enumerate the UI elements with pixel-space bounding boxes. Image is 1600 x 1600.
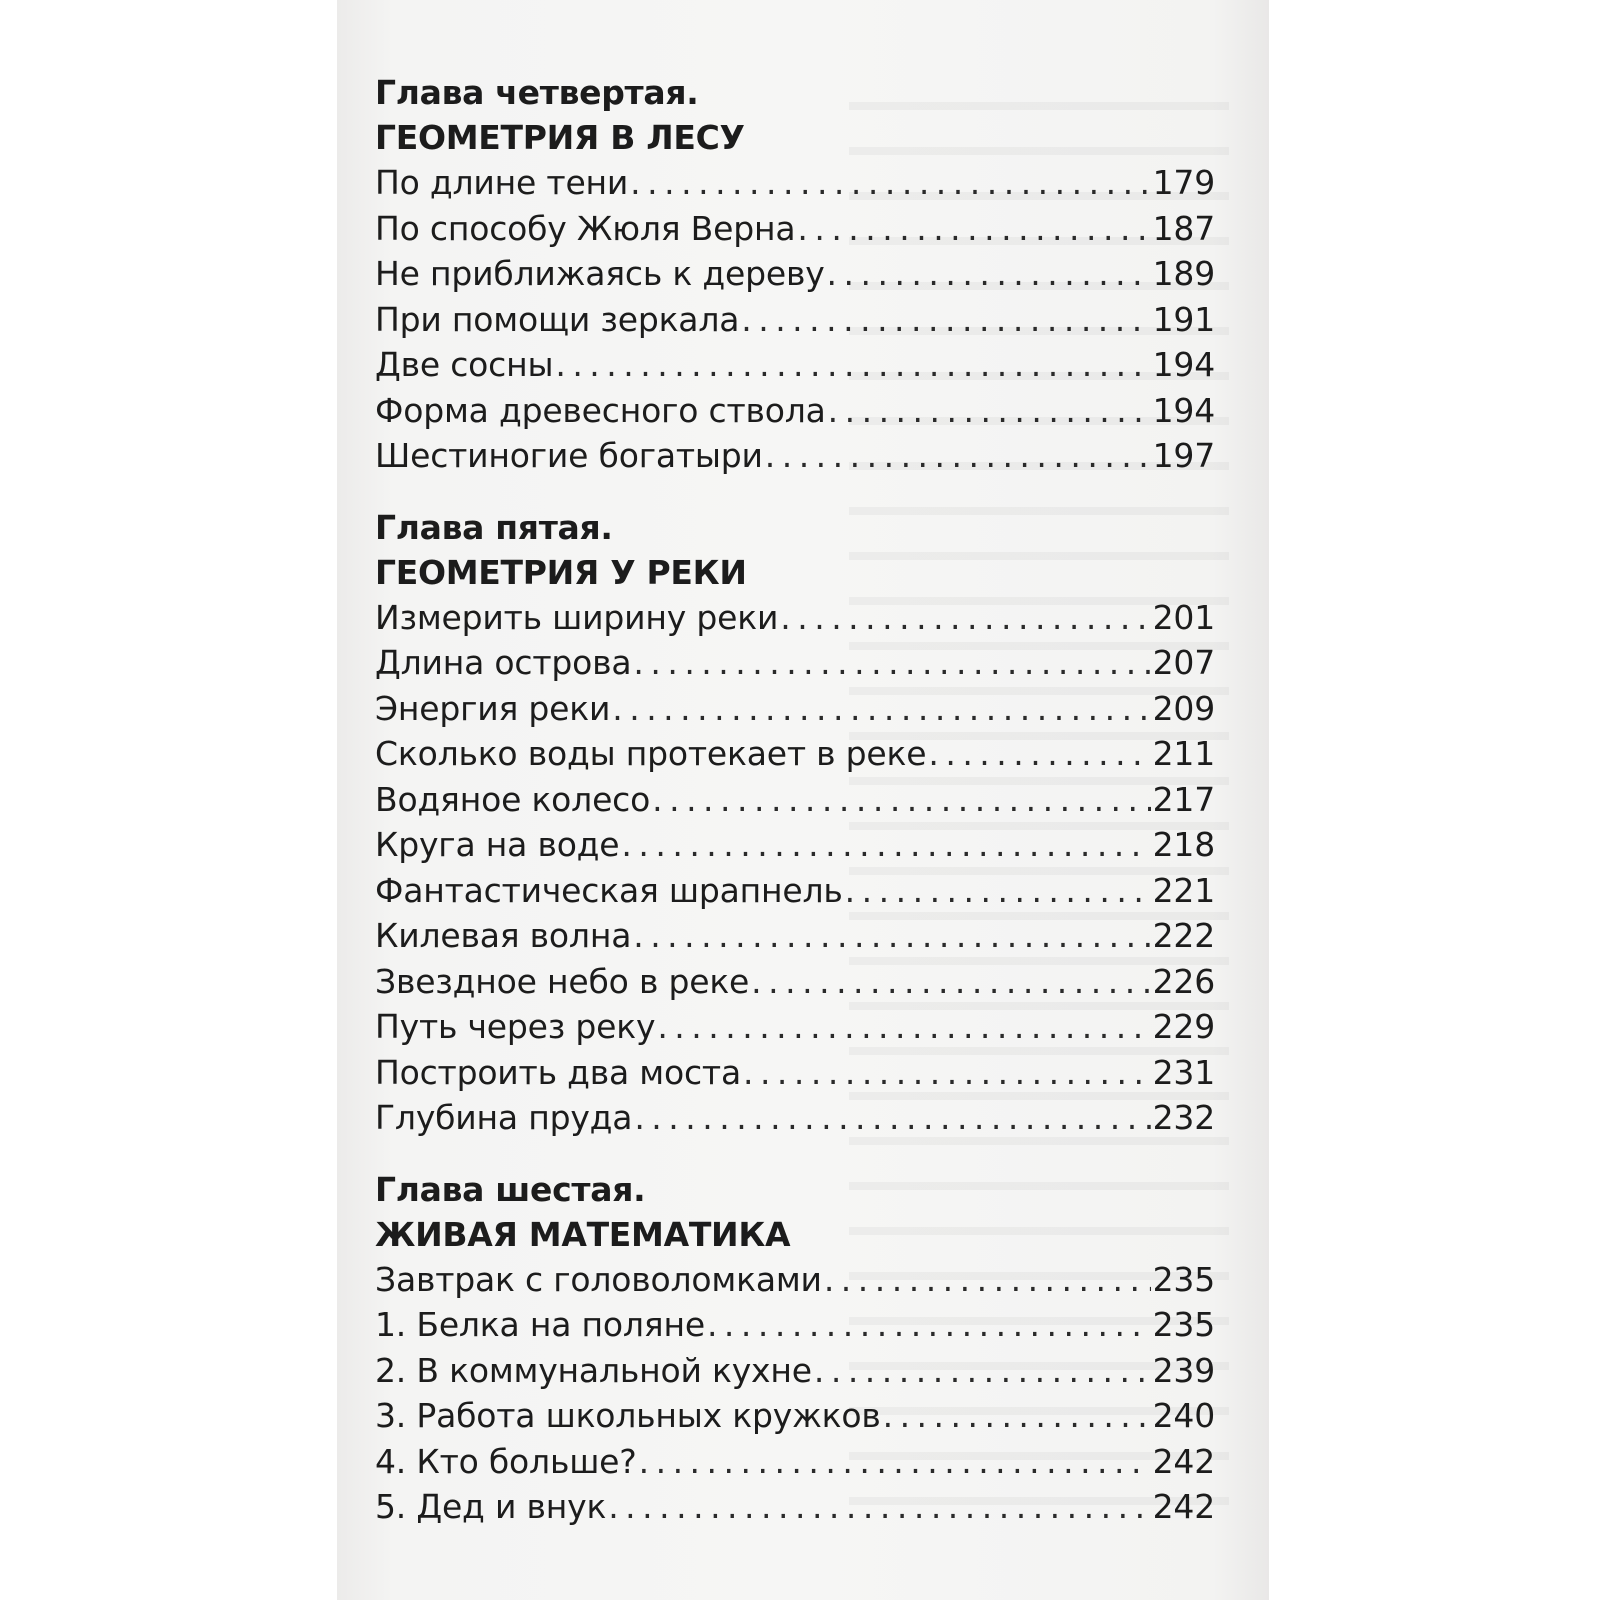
toc-entry-page-number: 242 (1152, 1487, 1215, 1526)
toc-entry (375, 868, 1215, 914)
chapter-section (375, 70, 1215, 479)
toc-entry-title: Водяное колесо (375, 779, 651, 819)
dot-leader (555, 342, 1150, 388)
toc-entry (375, 1095, 1215, 1141)
toc-entry (375, 160, 1215, 206)
toc-entry (375, 388, 1215, 434)
dot-leader (634, 1095, 1150, 1141)
toc-entry-title: Шестиногие богатыри (375, 436, 763, 475)
dot-leader (845, 868, 1151, 914)
chapter-title: ЖИВАЯ МАТЕМАТИКА (375, 1214, 791, 1254)
dot-leader (630, 160, 1150, 206)
toc-entry-page-number: 235 (1152, 1305, 1215, 1344)
chapter-label: Глава четвертая. (375, 73, 699, 112)
toc-entry-title: Длина острова (375, 643, 632, 682)
toc-entry-title: 5. Дед и внук (375, 1487, 607, 1526)
dot-leader (883, 1393, 1151, 1439)
chapter-title: ГЕОМЕТРИЯ У РЕКИ (375, 552, 747, 592)
dot-leader (743, 1050, 1151, 1096)
toc-entry (375, 1348, 1215, 1394)
toc-entry (375, 297, 1215, 343)
toc-entry (375, 251, 1215, 297)
toc-entry-title: 4. Кто больше? (375, 1441, 637, 1481)
dot-leader (633, 640, 1150, 686)
toc-entry-title: Фантастическая шрапнель (375, 870, 843, 910)
toc-entry-title: Завтрак с головоломками (375, 1259, 822, 1299)
toc-entry (375, 206, 1215, 252)
toc-entry-page-number: 194 (1152, 390, 1215, 430)
toc-entry (375, 1004, 1215, 1050)
toc-entry (375, 959, 1215, 1005)
toc-entry (375, 1484, 1215, 1530)
toc-entry-page-number: 209 (1152, 688, 1215, 728)
toc-entry-page-number: 221 (1152, 870, 1215, 910)
dot-leader (633, 913, 1150, 959)
toc-entry (375, 433, 1215, 479)
toc-entry-page-number: 222 (1152, 916, 1215, 955)
toc-entry-page-number: 239 (1152, 1350, 1215, 1390)
toc-entry (375, 731, 1215, 777)
dot-leader (612, 686, 1150, 732)
book-page (337, 0, 1269, 1600)
dot-leader (928, 731, 1150, 777)
chapter-section (375, 505, 1215, 1141)
toc-entry-title: Две сосны (375, 345, 554, 384)
toc-entry-title: Не приближаясь к дереву (375, 254, 825, 293)
toc-entry-title: Килевая волна (375, 916, 632, 955)
toc-entry (375, 640, 1215, 686)
dot-leader (814, 1348, 1151, 1394)
chapter-label: Глава шестая. (375, 1169, 646, 1209)
toc-entry-page-number: 201 (1152, 597, 1215, 637)
toc-entry (375, 1302, 1215, 1348)
toc-entry-title: 3. Работа школьных кружков (375, 1396, 881, 1435)
toc-entry-title: По способу Жюля Верна (375, 208, 796, 248)
toc-entry-title: Измерить ширину реки (375, 597, 779, 637)
toc-entry (375, 822, 1215, 868)
toc-entry (375, 913, 1215, 959)
dot-leader (639, 1439, 1151, 1485)
toc-entry-title: По длине тени (375, 163, 629, 202)
table-of-contents (375, 70, 1215, 1548)
toc-entry-page-number: 179 (1152, 163, 1215, 202)
dot-leader (797, 206, 1150, 252)
toc-entry-page-number: 189 (1152, 254, 1215, 293)
dot-leader (652, 777, 1151, 823)
toc-entry-title: 2. В коммунальной кухне (375, 1350, 812, 1390)
toc-entry-title: Путь через реку (375, 1007, 656, 1046)
toc-entry-title: Круга на воде (375, 825, 620, 864)
toc-entry (375, 1050, 1215, 1096)
toc-entry-page-number: 229 (1152, 1007, 1215, 1046)
toc-entry-title: При помощи зеркала (375, 299, 740, 339)
toc-entry (375, 1393, 1215, 1439)
toc-entry (375, 342, 1215, 388)
toc-entry-page-number: 232 (1152, 1098, 1215, 1137)
toc-entry-title: Звездное небо в реке (375, 961, 750, 1001)
toc-entry-page-number: 240 (1152, 1396, 1215, 1435)
chapter-label: Глава пятая. (375, 507, 613, 547)
dot-leader (608, 1484, 1150, 1530)
toc-entry-title: Энергия реки (375, 688, 611, 728)
toc-entry-title: Построить два моста (375, 1052, 741, 1092)
dot-leader (828, 388, 1151, 434)
dot-leader (751, 959, 1150, 1005)
toc-entry (375, 686, 1215, 732)
toc-entry-page-number: 226 (1152, 961, 1215, 1001)
toc-entry (375, 777, 1215, 823)
toc-entry-page-number: 231 (1152, 1052, 1215, 1092)
dot-leader (827, 251, 1151, 297)
toc-entry-page-number: 197 (1152, 436, 1215, 475)
dot-leader (765, 433, 1151, 479)
toc-entry-title: Глубина пруда (375, 1098, 633, 1137)
toc-entry-title: Форма древесного ствола (375, 390, 826, 430)
toc-entry-page-number: 187 (1152, 208, 1215, 248)
toc-entry-page-number: 191 (1152, 299, 1215, 339)
dot-leader (741, 297, 1150, 343)
dot-leader (780, 595, 1150, 641)
toc-entry-page-number: 207 (1152, 643, 1215, 682)
toc-entry (375, 1257, 1215, 1303)
toc-entry-page-number: 242 (1152, 1441, 1215, 1481)
chapter-title: ГЕОМЕТРИЯ В ЛЕСУ (375, 118, 745, 157)
toc-entry-page-number: 218 (1152, 825, 1215, 864)
dot-leader (707, 1302, 1151, 1348)
toc-entry-page-number: 194 (1152, 345, 1215, 384)
toc-entry-title: 1. Белка на поляне (375, 1305, 705, 1344)
toc-entry (375, 595, 1215, 641)
toc-entry-page-number: 211 (1152, 734, 1215, 773)
toc-entry-page-number: 235 (1152, 1259, 1215, 1299)
dot-leader (824, 1257, 1151, 1303)
toc-entry-title: Сколько воды протекает в реке (375, 734, 927, 773)
toc-entry (375, 1439, 1215, 1485)
chapter-section (375, 1167, 1215, 1530)
dot-leader (621, 822, 1150, 868)
toc-entry-page-number: 217 (1152, 779, 1215, 819)
dot-leader (657, 1004, 1150, 1050)
